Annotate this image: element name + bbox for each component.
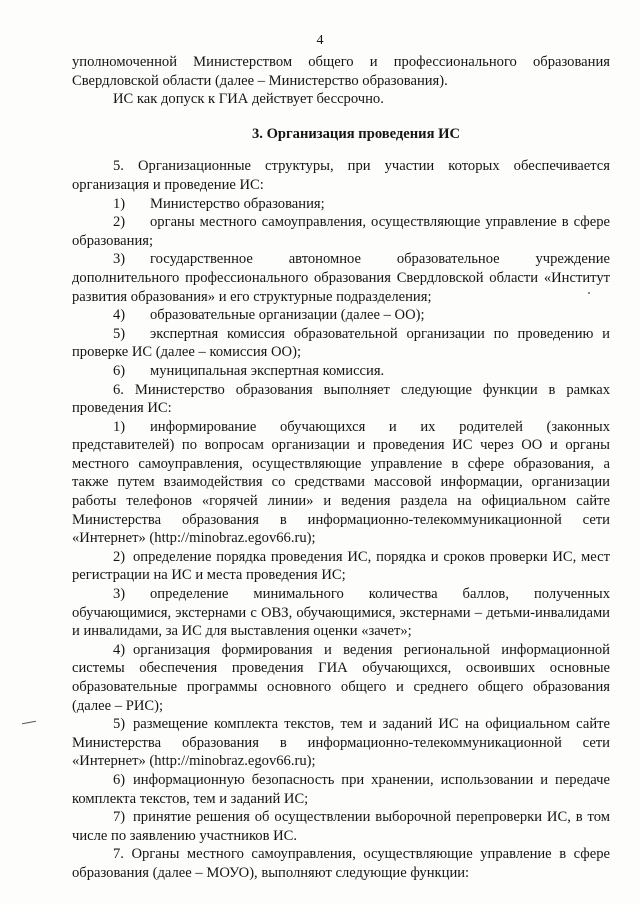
list-text: организация формирования и ведения региональной информационной системы обеспечения проведения ГИА обучающихся, освоивших основные образовательные программы основного общего и среднего общего образования (далее – РИС);	[72, 641, 610, 714]
list-text: Министерство образования;	[150, 195, 325, 212]
list-number: 1)	[113, 418, 126, 435]
list-text: муниципальная экспертная комиссия.	[150, 362, 385, 379]
list-item-6-5	[72, 715, 610, 771]
list-number: 4)	[113, 641, 126, 658]
scan-speck	[588, 292, 590, 294]
list-number: 1)	[113, 195, 126, 212]
list-text: информирование обучающихся и их родителей (законных представителей) по вопросам организации и проведения ИС через ОО и органы местного самоуправления, осуществляющие управление в сфере образования, а также путем взаимодействия со средствами массовой информации, организации работы телефонов «горячей линии» и ведения раздела на официальном сайте Министерства образования в информационно-телекоммуникационной сети «Интернет» (http://minobraz.egov66.ru);	[72, 418, 610, 547]
intro-paragraph-2: ИС как допуск к ГИА действует бессрочно.	[113, 91, 384, 108]
intro-paragraph: уполномоченной Министерством общего и профессионального образования Свердловской области (далее – Министерство образования).	[72, 54, 610, 89]
page-number: 4	[316, 33, 324, 48]
list-item-6-4	[72, 641, 610, 715]
list-text: государственное автономное образовательное учреждение дополнительного профессионального образования Свердловской области «Институт развития образования» и его структурные подразделения;	[72, 251, 610, 305]
list-item-6-2	[72, 548, 610, 585]
list-item-5-1	[72, 195, 610, 214]
list-number: 6)	[113, 771, 126, 788]
list-number: 5)	[113, 716, 126, 733]
list-number: 2)	[113, 214, 126, 231]
list-text: информационную безопасность при хранении, использовании и передаче комплекта текстов, тем и заданий ИС;	[72, 771, 610, 807]
list-number: 2)	[113, 548, 126, 565]
list-text: определение порядка проведения ИС, порядка и сроков проверки ИС, мест регистрации на ИС и места проведения ИС;	[72, 548, 610, 584]
list-number: 4)	[113, 307, 126, 324]
margin-mark	[22, 721, 36, 724]
list-text: органы местного самоуправления, осуществляющие управление в сфере образования;	[72, 214, 610, 249]
list-number: 3)	[113, 586, 126, 603]
list-item-6-6	[72, 771, 610, 808]
list-number: 5)	[113, 325, 126, 342]
list-item-5-5	[72, 325, 610, 362]
section-heading: 3. Организация проведения ИС	[251, 125, 461, 142]
paragraph-5: 5. Организационные структуры, при участии которых обеспечивается организация и проведение ИС:	[72, 158, 610, 193]
list-item-5-3	[72, 250, 610, 306]
list-number: 6)	[113, 362, 126, 379]
list-item-5-4	[72, 306, 610, 325]
list-number: 3)	[113, 251, 126, 268]
list-number: 7)	[113, 809, 126, 826]
list-item-5-2	[72, 213, 610, 250]
document-body	[72, 53, 610, 883]
list-text: определение минимального количества баллов, полученных обучающимися, экстернами с ОВЗ, обучающимися, экстернами – детьми-инвалидами и инвалидами, за ИС для выставления оценки «зачет»;	[72, 586, 610, 640]
list-item-6-7	[72, 808, 610, 845]
list-text: образовательные организации (далее – ОО);	[150, 307, 425, 324]
paragraph-6: 6. Министерство образования выполняет следующие функции в рамках проведения ИС:	[72, 381, 610, 417]
list-item-6-3	[72, 585, 610, 641]
paragraph-7: 7. Органы местного самоуправления, осуществляющие управление в сфере образования (далее – МОУО), выполняют следующие функции:	[72, 846, 610, 881]
list-item-5-6	[72, 362, 610, 381]
list-text: размещение комплекта текстов, тем и заданий ИС на официальном сайте Министерства образования в информационно-телекоммуникационной сети «Интернет» (http://minobraz.egov66.ru);	[72, 716, 610, 770]
list-text: экспертная комиссия образовательной организации по проведению и проверке ИС (далее – комиссия ОО);	[72, 325, 610, 361]
list-item-6-1	[72, 418, 610, 548]
list-text: принятие решения об осуществлении выборочной перепроверки ИС, в том числе по заявлению участников ИС.	[72, 809, 610, 844]
